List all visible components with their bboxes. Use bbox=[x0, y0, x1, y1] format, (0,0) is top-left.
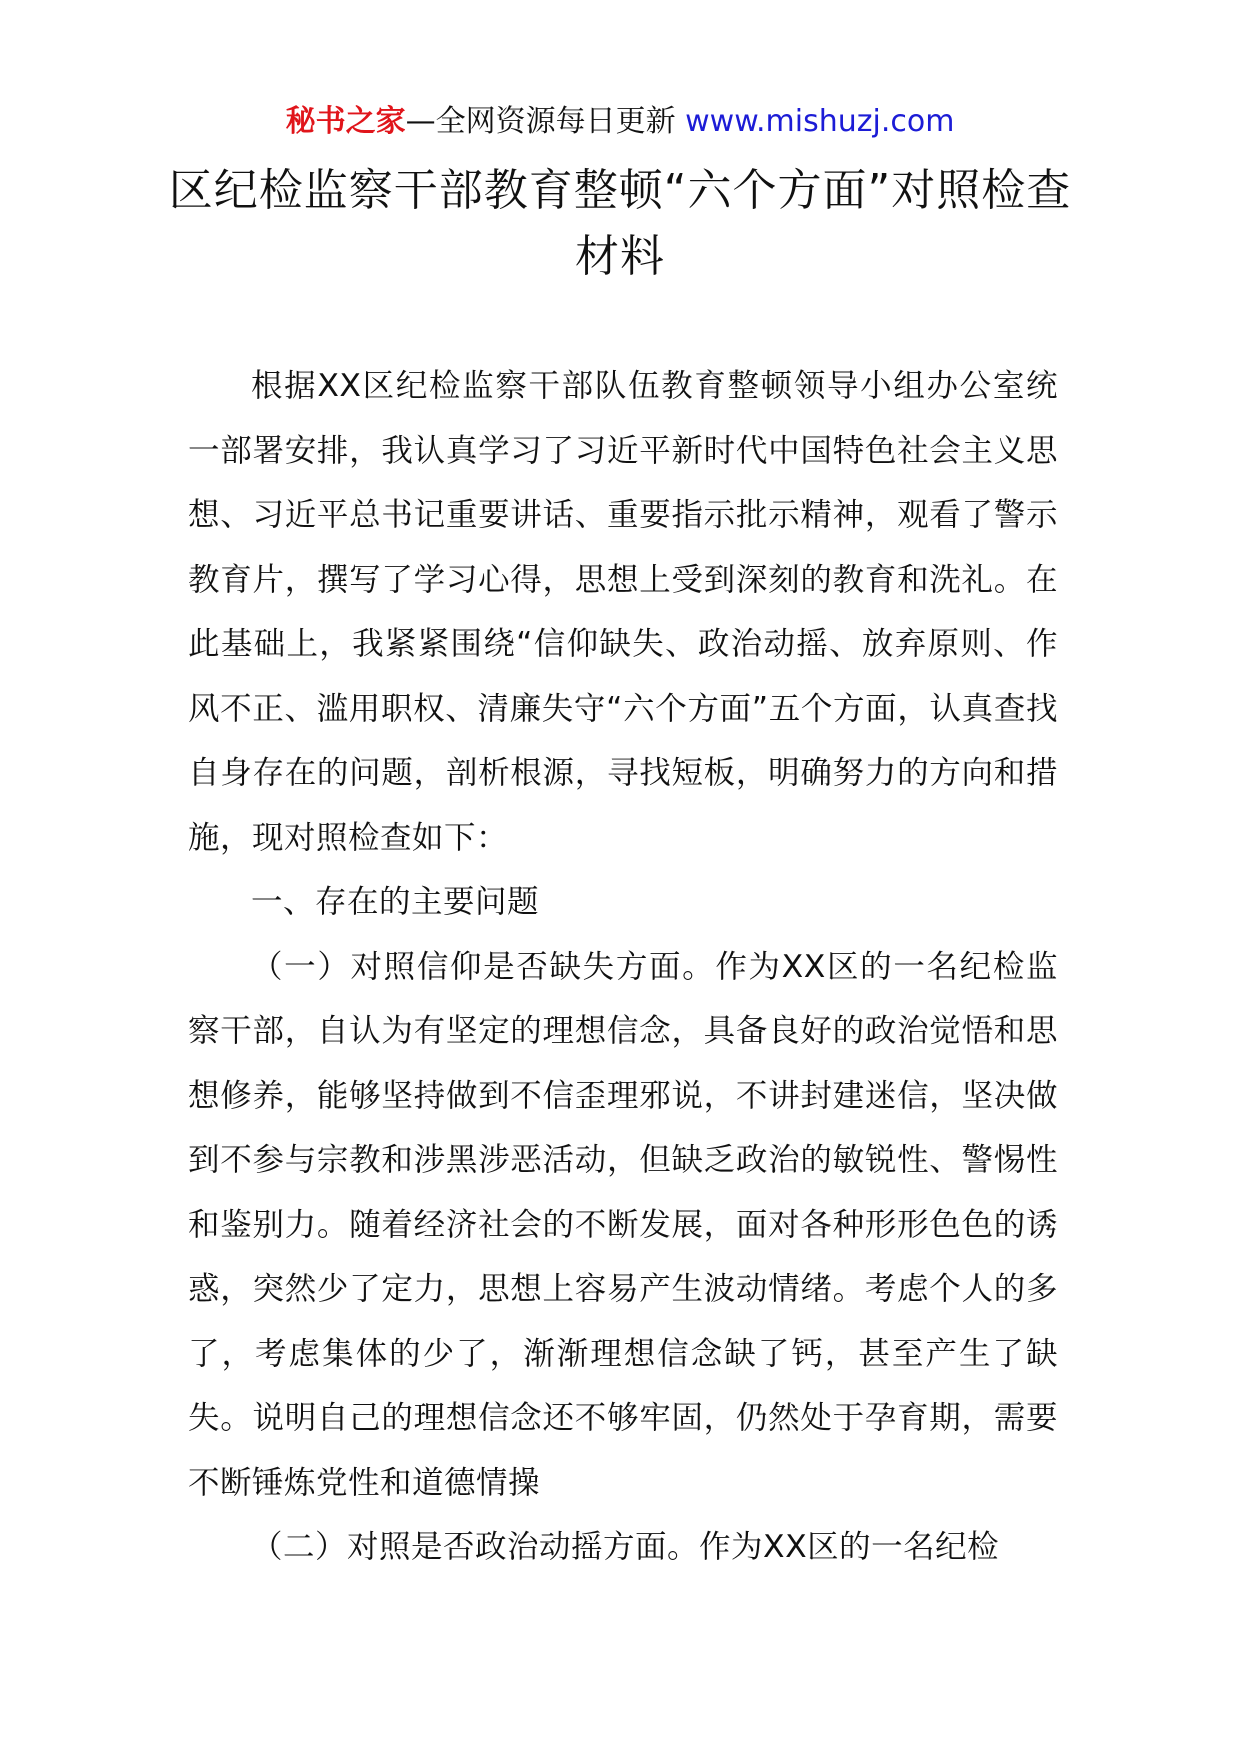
body-paragraph: （二）对照是否政治动摇方面。作为XX区的一名纪检 bbox=[251, 1529, 1000, 1565]
document-body bbox=[188, 354, 1058, 1580]
site-url-link[interactable]: www.mishuzj.com bbox=[685, 104, 955, 139]
section-heading: 一、存在的主要问题 bbox=[251, 884, 540, 920]
site-header bbox=[0, 100, 1240, 144]
document-title: 区纪检监察干部教育整顿“六个方面”对照检查材料 bbox=[168, 165, 1072, 282]
intro-paragraph: 根据XX区纪检监察干部队伍教育整顿领导小组办公室统一部署安排，我认真学习了习近平新时代中国特色社会主义思想、习近平总书记重要讲话、重要指示批示精神，观看了警示教育片，撰写了学习心得，思想上受到深刻的教育和洗礼。在此基础上，我紧紧围绕“信仰缺失、政治动摇、放弃原则、作风不正、滥用职权、清廉失守“六个方面”五个方面，认真查找自身存在的问题，剖析根源，寻找短板，明确努力的方向和措施，现对照检查如下： bbox=[188, 368, 1058, 856]
body-paragraph: （一）对照信仰是否缺失方面。作为XX区的一名纪检监察干部，自认为有坚定的理想信念，具备良好的政治觉悟和思想修养，能够坚持做到不信歪理邪说，不讲封建迷信，坚决做到不参与宗教和涉黑涉恶活动，但缺乏政治的敏锐性、警惕性和鉴别力。随着经济社会的不断发展，面对各种形形色色的诱惑，突然少了定力，思想上容易产生波动情绪。考虑个人的多了，考虑集体的少了，渐渐理想信念缺了钙，甚至产生了缺失。说明自己的理想信念还不够牢固，仍然处于孕育期，需要不断锤炼党性和道德情操 bbox=[188, 948, 1058, 1501]
header-slogan: —全网资源每日更新 bbox=[405, 104, 686, 139]
brand-name: 秘书之家 bbox=[285, 104, 406, 139]
